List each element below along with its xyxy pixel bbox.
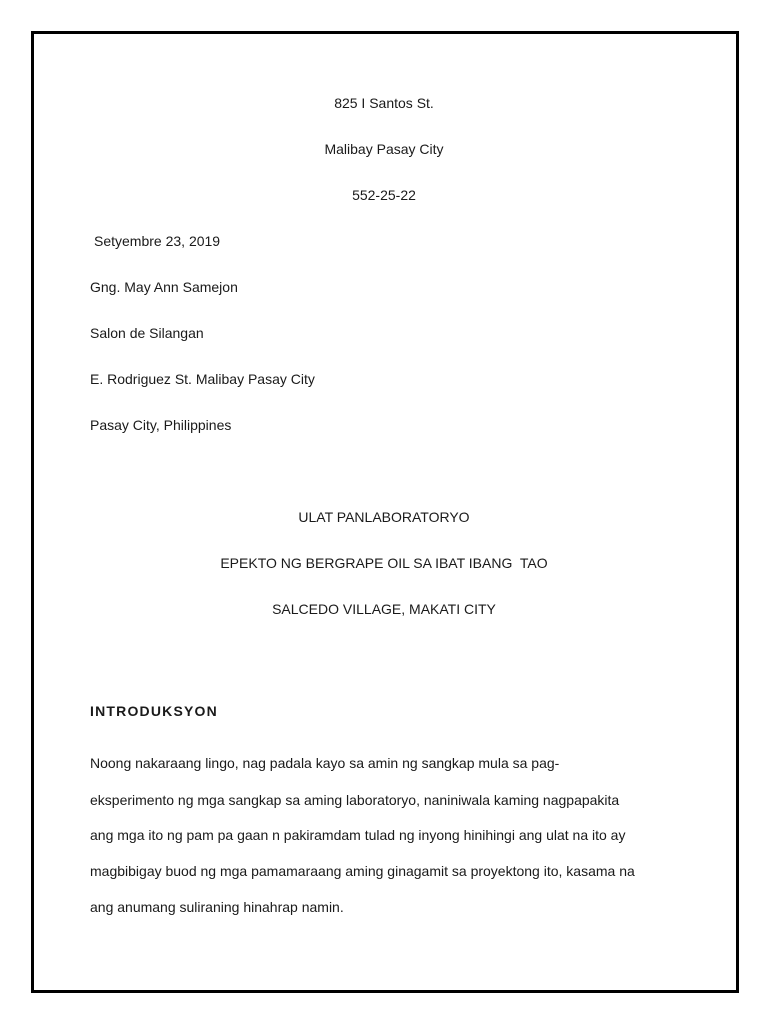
- recipient-city: Pasay City, Philippines: [90, 417, 232, 433]
- report-title-line1: ULAT PANLABORATORYO: [298, 509, 470, 525]
- report-title-line3: SALCEDO VILLAGE, MAKATI CITY: [272, 601, 496, 617]
- recipient-name: Gng. May Ann Samejon: [90, 279, 238, 295]
- recipient-street: E. Rodriguez St. Malibay Pasay City: [90, 371, 315, 387]
- intro-paragraph-line: ang mga ito ng pam pa gaan n pakiramdam tulad ng inyong hinihingi ang ulat na ito ay: [90, 827, 626, 843]
- intro-paragraph-line: magbibigay buod ng mga pamamaraang aming ginagamit sa proyektong ito, kasama na: [90, 863, 635, 879]
- sender-city: Malibay Pasay City: [324, 141, 444, 157]
- letter-date: Setyembre 23, 2019: [94, 233, 221, 249]
- report-title-line2: EPEKTO NG BERGRAPE OIL SA IBAT IBANG TAO: [220, 555, 548, 571]
- sender-street: 825 I Santos St.: [334, 95, 434, 111]
- intro-paragraph-line: eksperimento ng mga sangkap sa aming laboratoryo, naniniwala kaming nagpapakita: [90, 792, 620, 808]
- sender-phone: 552-25-22: [352, 187, 416, 203]
- intro-paragraph-line: ang anumang suliraning hinahrap namin.: [90, 899, 344, 915]
- recipient-organization: Salon de Silangan: [90, 325, 204, 341]
- section-heading-introduksyon: INTRODUKSYON: [90, 703, 218, 719]
- intro-paragraph-line: Noong nakaraang lingo, nag padala kayo sa amin ng sangkap mula sa pag-: [90, 755, 560, 771]
